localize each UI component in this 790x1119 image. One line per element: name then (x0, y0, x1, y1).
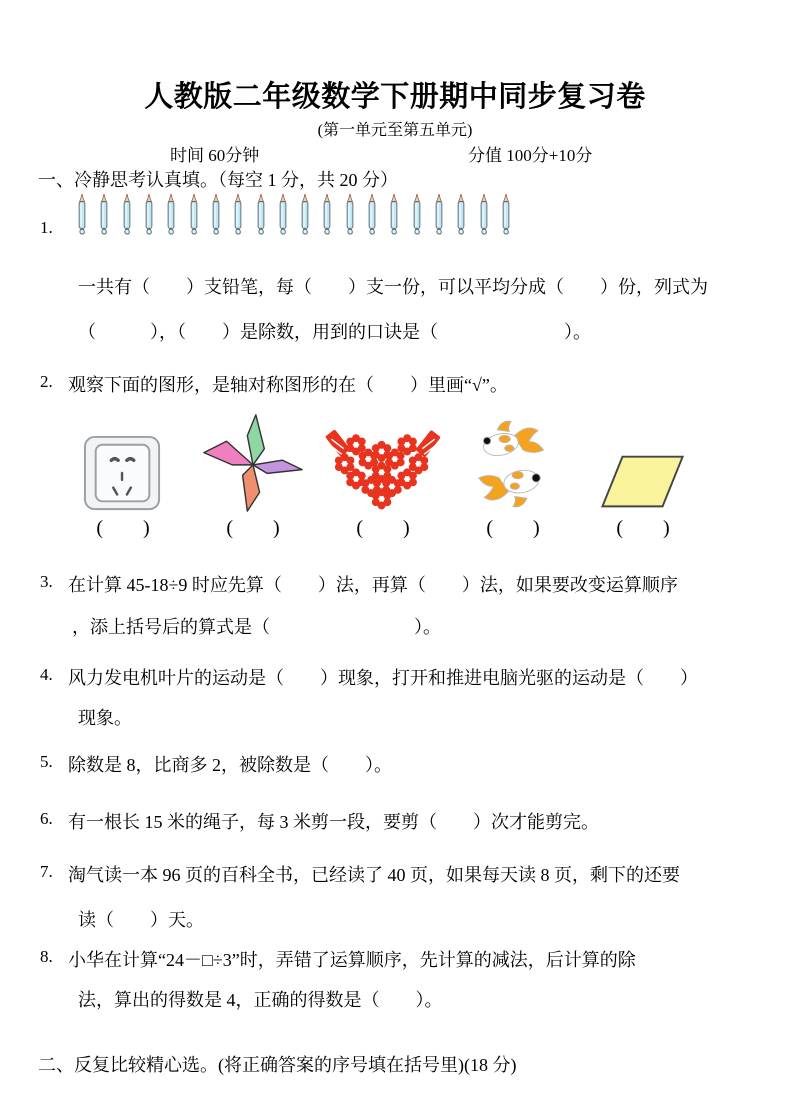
pencil-icon (321, 193, 333, 237)
question-8-number: 8. (40, 947, 53, 966)
figure-paper-cut (318, 412, 448, 540)
question-4-line-2: 现象。 (78, 708, 132, 728)
question-6-text: 有一根长 15 米的绳子，每 3 米剪一段，要剪（ ）次才能剪完。 (68, 812, 599, 832)
figure-pinwheel (188, 412, 318, 540)
page-subtitle: (第一单元至第五单元) (317, 122, 473, 139)
pencil-icon (98, 193, 110, 237)
question-7-number: 7. (40, 862, 53, 881)
question-3-line-1: 在计算 45-18÷9 时应先算（ ）法，再算（ ）法，如果要改变运算顺序 (68, 575, 678, 595)
question-1-line-2: （ ），（ ）是除数，用到的口诀是（ ）。 (78, 322, 591, 342)
goldfish-image (462, 412, 564, 514)
pencil-icon (388, 193, 400, 237)
time-label: 时间 60分钟 (170, 146, 260, 165)
question-3-line-2: ，添上括号后的算式是（ ）。 (72, 617, 441, 637)
pencil-icon (299, 193, 311, 237)
question-5-number: 5. (40, 752, 53, 771)
figure-power-outlet (58, 412, 188, 540)
pencil-icon (277, 193, 289, 237)
question-4-line-1: 风力发电机叶片的运动是（ ）现象，打开和推进电脑光驱的运动是（ ） (68, 668, 698, 688)
pencil-icon (478, 193, 490, 237)
figure-row (58, 412, 712, 540)
power-outlet-image (79, 412, 167, 514)
figure-parallelogram (578, 412, 708, 540)
pencil-icon (188, 193, 200, 237)
score-label: 分值 100分+10分 (468, 146, 593, 165)
paper-cut-image (323, 412, 443, 514)
question-1-line-1: 一共有（ ）支铅笔，每（ ）支一份，可以平均分成（ ）份，列式为 (78, 277, 708, 297)
pencil-icon (143, 193, 155, 237)
question-7-line-1: 淘气读一本 96 页的百科全书，已经读了 40 页，如果每天读 8 页，剩下的还要 (68, 865, 680, 885)
answer-bracket: ( ) (96, 517, 150, 539)
pencil-icon (255, 193, 267, 237)
question-4-number: 4. (40, 665, 53, 684)
pencil-icon (455, 193, 467, 237)
question-2-text: 观察下面的图形，是轴对称图形的在（ ）里画“√”。 (68, 375, 508, 395)
answer-bracket: ( ) (616, 517, 670, 539)
figure-goldfish (448, 412, 578, 540)
pencil-icon (121, 193, 133, 237)
pencil-icon (500, 193, 512, 237)
answer-bracket: ( ) (356, 517, 410, 539)
pencil-icon (344, 193, 356, 237)
pencil-icon (433, 193, 445, 237)
answer-bracket: ( ) (486, 517, 540, 539)
section-one-heading: 一、冷静思考认真填。（每空 1 分，共 20 分） (38, 170, 398, 190)
question-3-number: 3. (40, 572, 53, 591)
pencil-icon (411, 193, 423, 237)
page-title: 人教版二年级数学下册期中同步复习卷 (144, 81, 646, 113)
question-1-number: 1. (40, 218, 53, 237)
pencil-icon (76, 193, 88, 237)
question-8-line-2: 法，算出的得数是 4，正确的得数是（ ）。 (78, 990, 443, 1010)
section-two-heading: 二、反复比较精心选。(将正确答案的序号填在括号里)(18 分) (38, 1055, 517, 1075)
pencil-icon (165, 193, 177, 237)
question-7-line-2: 读（ ）天。 (78, 910, 204, 930)
parallelogram-image (588, 412, 698, 514)
pencil-row (76, 193, 512, 237)
pencil-icon (232, 193, 244, 237)
question-6-number: 6. (40, 809, 53, 828)
question-2-number: 2. (40, 372, 53, 391)
pencil-icon (366, 193, 378, 237)
question-8-line-1: 小华在计算“24－□÷3”时，弄错了运算顺序，先计算的减法，后计算的除 (68, 950, 636, 970)
answer-bracket: ( ) (226, 517, 280, 539)
question-5-text: 除数是 8，比商多 2，被除数是（ ）。 (68, 755, 392, 775)
pinwheel-image (201, 412, 305, 514)
pencil-icon (210, 193, 222, 237)
